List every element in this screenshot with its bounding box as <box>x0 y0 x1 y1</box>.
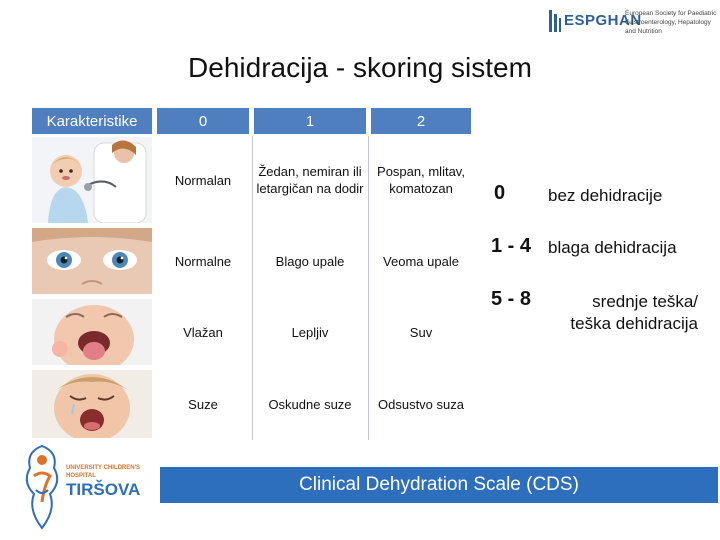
child-tongue-photo <box>32 299 152 365</box>
score-label-0: bez dehidracije <box>548 186 663 205</box>
page-title: Dehidracija - skoring sistem <box>188 52 532 83</box>
hospital-emblem-icon <box>20 442 64 532</box>
score-range-1: 1 - 4 <box>491 235 532 257</box>
header-score-1: 1 <box>254 108 366 134</box>
column-divider <box>368 136 369 440</box>
score-range-2: 5 - 8 <box>491 288 532 310</box>
espghan-logo <box>548 6 718 40</box>
row1-score0: Normalan <box>174 172 232 188</box>
crying-child-photo <box>32 370 152 438</box>
row3-score1: Lepljiv <box>291 324 329 340</box>
score-range-0: 0 <box>494 182 506 204</box>
espghan-mark-icon <box>548 8 562 34</box>
row2-score0: Normalne <box>174 253 232 269</box>
cds-banner: Clinical Dehydration Scale (CDS) <box>160 467 718 503</box>
header-score-0: 0 <box>157 108 249 134</box>
row4-score1: Oskudne suze <box>268 396 352 412</box>
child-with-doctor-photo <box>32 137 152 223</box>
column-divider <box>252 136 253 440</box>
score-label-1: blaga dehidracija <box>548 238 677 257</box>
row2-score1: Blago upale <box>275 253 345 269</box>
child-eyes-photo <box>32 228 152 294</box>
header-score-2: 2 <box>371 108 471 134</box>
row1-score1: Žedan, nemiran ili letargičan na dodir <box>256 164 364 196</box>
row4-score0: Suze <box>188 396 218 412</box>
row1-score2: Pospan, mlitav, komatozan <box>377 164 465 196</box>
score-label-2: srednje teška/ teška dehidracija <box>570 292 698 333</box>
hospital-logo-name: TIRŠOVA <box>66 480 141 499</box>
hospital-logo <box>20 442 150 534</box>
espghan-name: ESPGHAN <box>564 12 642 29</box>
header-characteristics: Karakteristike <box>32 108 152 134</box>
hospital-logo-line: UNIVERSITY CHILDREN'S HOSPITAL <box>66 465 140 479</box>
row3-score2: Suv <box>409 324 433 340</box>
row2-score2: Veoma upale <box>383 253 459 269</box>
espghan-subtitle: European Society for Paediatric Gastroenterology, Hepatology and Nutrition <box>625 10 717 35</box>
row4-score2: Odsustvo suza <box>378 396 464 412</box>
row3-score0: Vlažan <box>183 324 223 340</box>
